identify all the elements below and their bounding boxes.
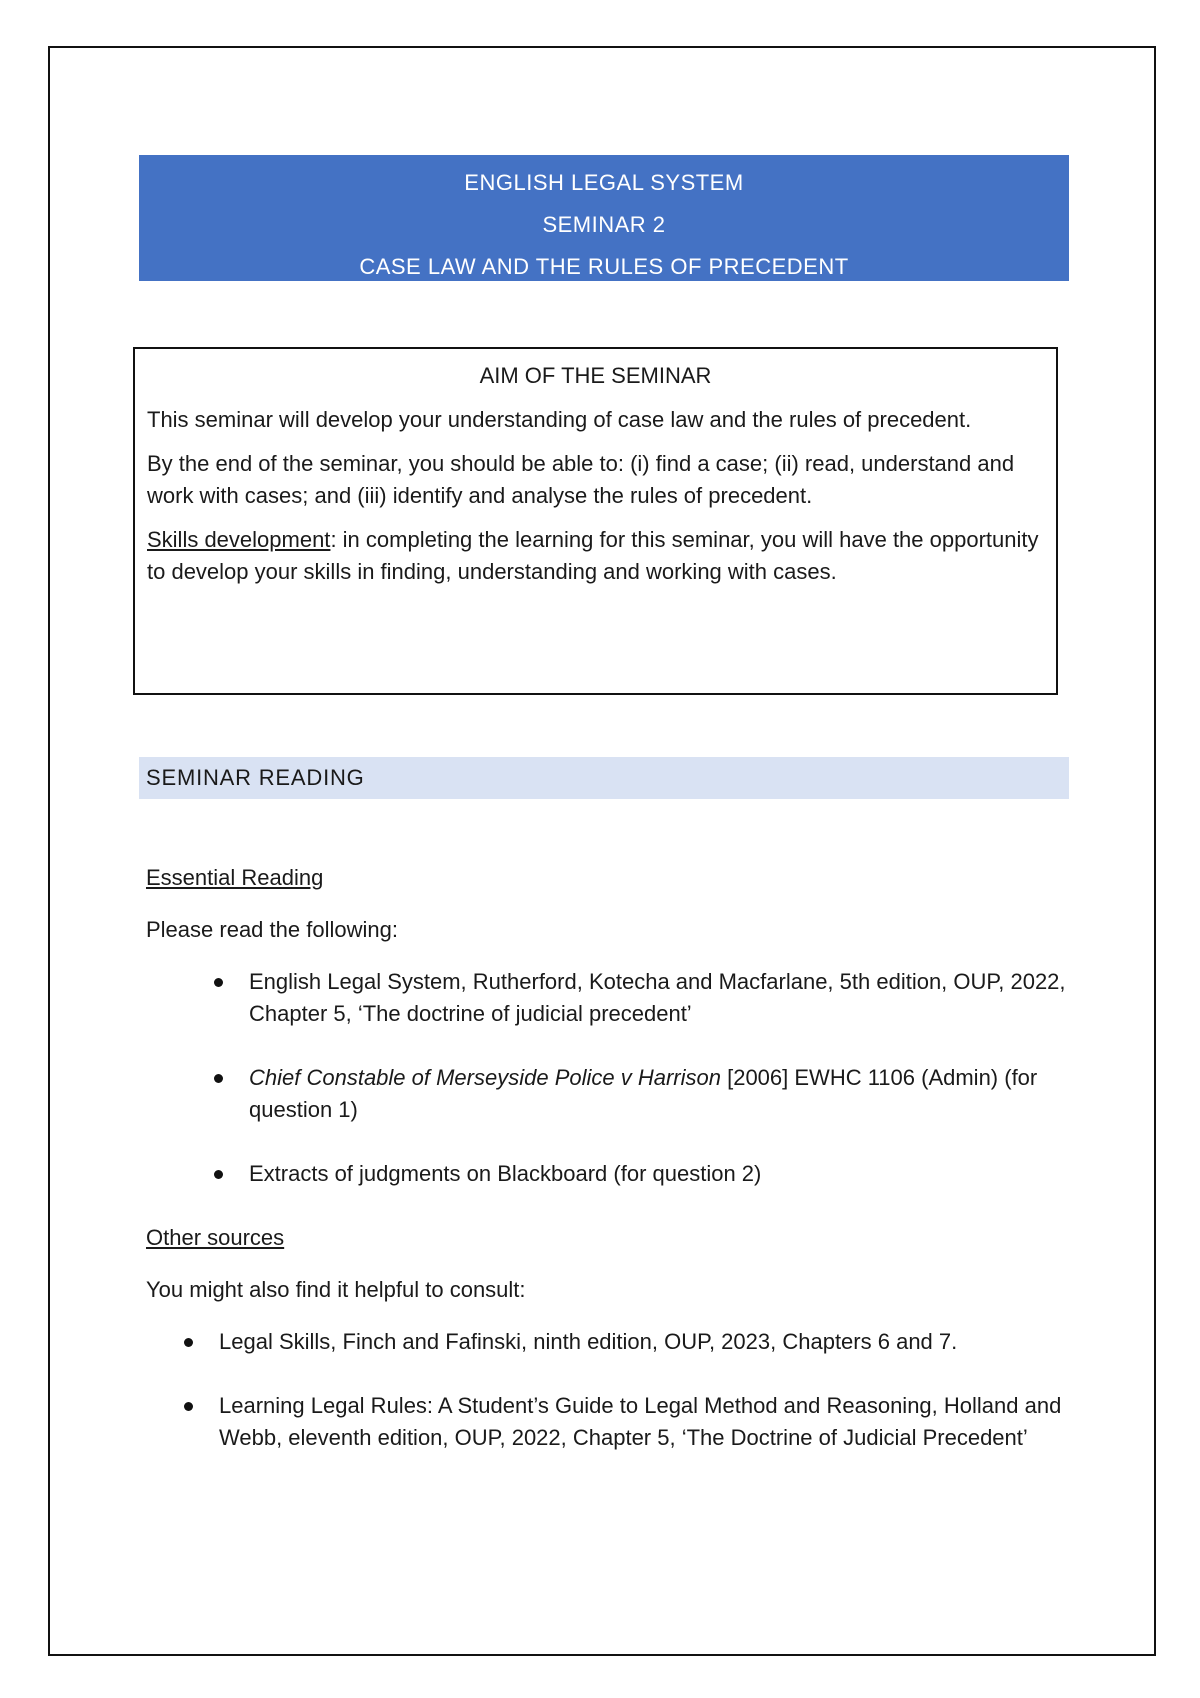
seminar-number: SEMINAR 2	[542, 212, 666, 237]
title-banner	[139, 155, 1069, 281]
essential-reading-heading: Essential Reading	[146, 865, 324, 890]
case-name: Chief Constable of Merseyside Police v Harrison	[249, 1065, 721, 1090]
skills-text: : in completing the learning for this seminar, you will have the opportunity to develop your skills in finding, understanding and working with cases.	[147, 527, 1039, 584]
reading-item-text: Legal Skills, Finch and Fafinski, ninth edition, OUP, 2023, Chapters 6 and 7.	[219, 1329, 958, 1354]
list-item	[146, 1326, 1066, 1358]
list-item	[146, 1158, 1066, 1190]
bullet-icon	[214, 1170, 223, 1179]
bullet-icon	[184, 1338, 193, 1347]
bullet-icon	[214, 1074, 223, 1083]
aim-paragraph-2: By the end of the seminar, you should be able to: (i) find a case; (ii) read, understand and work with cases; and (iii) identify and analyse the rules of precedent.	[147, 451, 1015, 508]
bullet-icon	[184, 1402, 193, 1411]
other-sources-list	[146, 1326, 1066, 1454]
list-item	[146, 966, 1066, 1030]
skills-paragraph	[147, 524, 1044, 588]
other-sources-heading: Other sources	[146, 1225, 285, 1250]
case-citation: [2006] EWHC 1106 (Admin) (for question 1)	[249, 1065, 1038, 1122]
aim-box	[133, 347, 1058, 695]
seminar-topic: CASE LAW AND THE RULES OF PRECEDENT	[359, 254, 849, 279]
essential-reading-list	[146, 966, 1066, 1190]
reading-item-text: English Legal System, Rutherford, Kotecha and Macfarlane, 5th edition, OUP, 2022, Chapter 5, ‘The doctrine of judicial precedent’	[249, 969, 1066, 1026]
section-heading-reading: SEMINAR READING	[139, 757, 1069, 799]
course-title: ENGLISH LEGAL SYSTEM	[464, 170, 744, 195]
reading-content	[146, 862, 1066, 1486]
list-item	[146, 1062, 1066, 1126]
aim-heading: AIM OF THE SEMINAR	[479, 363, 712, 388]
aim-paragraph-1: This seminar will develop your understanding of case law and the rules of precedent.	[147, 407, 972, 432]
reading-item-text: Extracts of judgments on Blackboard (for question 2)	[249, 1161, 762, 1186]
reading-item-text: Learning Legal Rules: A Student’s Guide to Legal Method and Reasoning, Holland and Webb, eleventh edition, OUP, 2022, Chapter 5, ‘The Doctrine of Judicial Precedent’	[219, 1393, 1062, 1450]
bullet-icon	[214, 978, 223, 987]
other-sources-intro: You might also find it helpful to consult:	[146, 1277, 526, 1302]
list-item	[146, 1390, 1066, 1454]
skills-label: Skills development	[147, 527, 331, 552]
essential-reading-intro: Please read the following:	[146, 917, 398, 942]
